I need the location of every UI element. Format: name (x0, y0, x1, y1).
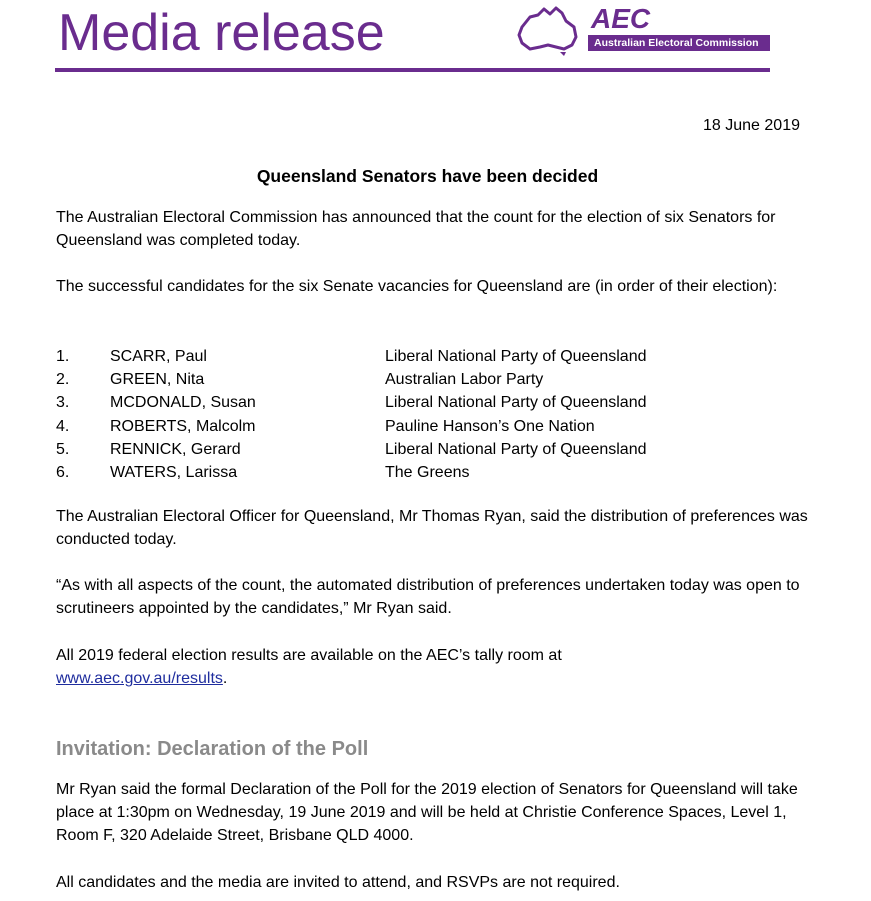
candidate-number: 5. (56, 440, 70, 458)
candidate-party: Liberal National Party of Queensland (385, 394, 647, 412)
release-heading: Queensland Senators have been decided (256, 166, 599, 186)
logo-abbrev: AEC (591, 3, 651, 34)
header-divider (55, 68, 770, 72)
paragraph-successful-candidates: The successful candidates for the six Senate vacancies for Queensland are (in order of their election): (56, 278, 778, 295)
candidate-name: ROBERTS, Malcolm (110, 417, 256, 435)
candidate-name: RENNICK, Gerard (110, 440, 241, 458)
candidate-number: 6. (56, 463, 70, 481)
candidate-number: 3. (56, 394, 70, 412)
page-title: Media release (58, 4, 385, 62)
candidate-number: 1. (56, 348, 70, 365)
candidate-party: Australian Labor Party (385, 371, 544, 389)
results-link[interactable]: www.aec.gov.au/results (56, 670, 223, 687)
paragraph-attendance: All candidates and the media are invited to attend, and RSVPs are not required. (56, 874, 620, 891)
candidate-name: SCARR, Paul (110, 348, 207, 365)
paragraph-quote: “As with all aspects of the count, the automated distribution of preferences undertaken today was open to scrutineers appointed by the candidates,” Mr Ryan said. (56, 577, 800, 617)
candidate-number: 2. (56, 371, 70, 389)
paragraph-results (56, 644, 816, 690)
results-text: All 2019 federal election results are available on the AEC’s tally room at (56, 647, 562, 664)
release-date: 18 June 2019 (703, 117, 800, 134)
candidate-party: Liberal National Party of Queensland (385, 440, 647, 458)
candidate-name: GREEN, Nita (110, 371, 205, 389)
candidate-number: 4. (56, 417, 70, 435)
candidate-party: The Greens (385, 463, 470, 481)
candidate-party: Pauline Hanson’s One Nation (385, 417, 595, 435)
logo-name: Australian Electoral Commission (588, 35, 770, 51)
candidate-name: MCDONALD, Susan (110, 394, 256, 412)
paragraph-electoral-officer: The Australian Electoral Officer for Queensland, Mr Thomas Ryan, said the distribution of preferences was conducted today. (56, 508, 808, 548)
candidate-name: WATERS, Larissa (110, 463, 238, 481)
candidate-party: Liberal National Party of Queensland (385, 348, 647, 365)
paragraph-declaration: Mr Ryan said the formal Declaration of the Poll for the 2019 election of Senators for Queensland will take place at 1:30pm on Wednesday, 19 June 2019 and will be held at Christie Conference Spaces, Level 1, Room F, 320 Adelaide Street, Brisbane QLD 4000. (56, 781, 798, 844)
results-period: . (222, 670, 228, 687)
paragraph-count-completed: The Australian Electoral Commission has announced that the count for the election of six Senators for Queensland was completed today. (56, 209, 776, 249)
invitation-subheading: Invitation: Declaration of the Poll (56, 738, 369, 760)
